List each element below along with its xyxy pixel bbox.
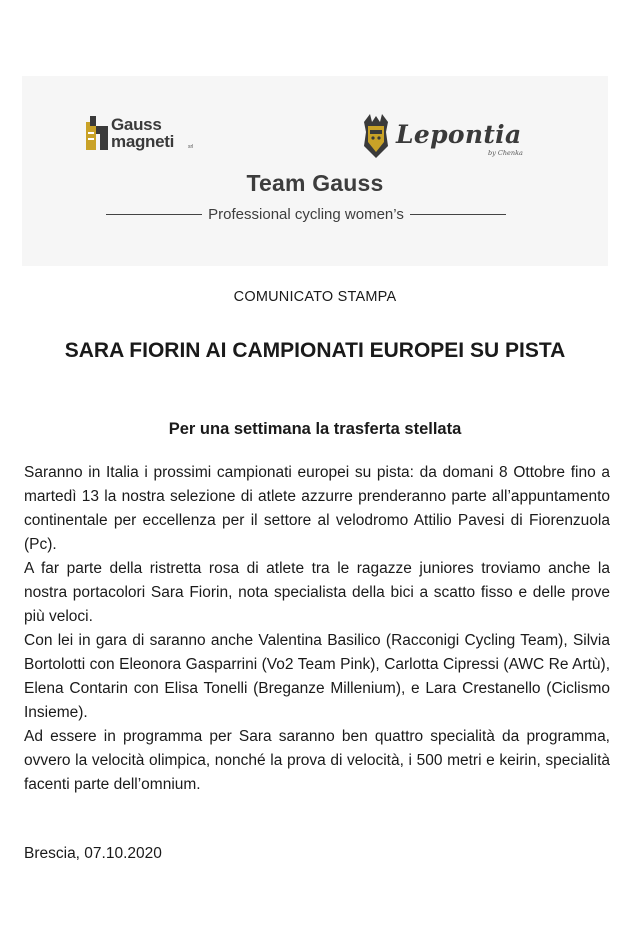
press-release-body bbox=[24, 461, 610, 797]
team-name: Team Gauss bbox=[246, 170, 384, 196]
body-paragraph: A far parte della ristretta rosa di atlete tra le ragazze juniores troviamo anche la nostra portacolori Sara Fiorin, nota specialista della bici a scatto fisso e delle prove più veloci. bbox=[24, 560, 610, 625]
dateline: Brescia, 07.10.2020 bbox=[24, 845, 162, 862]
logo-lepontia-by: by Chenka bbox=[488, 149, 523, 157]
body-paragraph: Ad essere in programma per Sara saranno ben quattro specialità da programma, ovvero la velocità olimpica, nonché la prova di velocità, i 500 metri e keirin, specialità facenti parte dell’omnium. bbox=[24, 728, 610, 793]
press-release-subheadline: Per una settimana la trasferta stellata bbox=[168, 420, 462, 438]
logo-lepontia-word: Lepontia bbox=[396, 120, 522, 149]
logo-gauss-suffix: srl bbox=[188, 144, 194, 150]
gauss-magneti-logo bbox=[84, 110, 204, 158]
logo-gauss-line2: magneti bbox=[111, 132, 175, 151]
gauss-magnet-logo-icon bbox=[84, 114, 112, 154]
document-label: COMUNICATO STAMPA bbox=[233, 289, 397, 305]
lepontia-logo bbox=[358, 108, 538, 164]
team-tagline-text: Professional cycling women’s bbox=[208, 205, 404, 223]
tagline-rule-left bbox=[106, 214, 202, 215]
press-release-headline: SARA FIORIN AI CAMPIONATI EUROPEI SU PISTA bbox=[64, 339, 566, 362]
body-paragraph: Con lei in gara di saranno anche Valentina Basilico (Racconigi Cycling Team), Silvia Bortolotti con Eleonora Gasparrini (Vo2 Team Pink), Carlotta Cipressi (AWC Re Artù), Elena Contarin con Elisa Tonelli (Breganze Millenium), e Lara Crestanello (Ciclismo Insieme). bbox=[24, 632, 610, 721]
team-tagline bbox=[106, 204, 506, 224]
body-paragraph: Saranno in Italia i prossimi campionati europei su pista: da domani 8 Ottobre fino a martedì 13 la nostra selezione di atlete azzurre prenderanno parte all’appuntamento continentale per eccellenza per il settore al velodromo Attilio Pavesi di Fiorenzuola (Pc). bbox=[24, 464, 610, 553]
tagline-rule-right bbox=[410, 214, 506, 215]
lepontia-warrior-crest-icon bbox=[358, 112, 394, 160]
logo-gauss-line1: Gauss bbox=[111, 115, 162, 134]
